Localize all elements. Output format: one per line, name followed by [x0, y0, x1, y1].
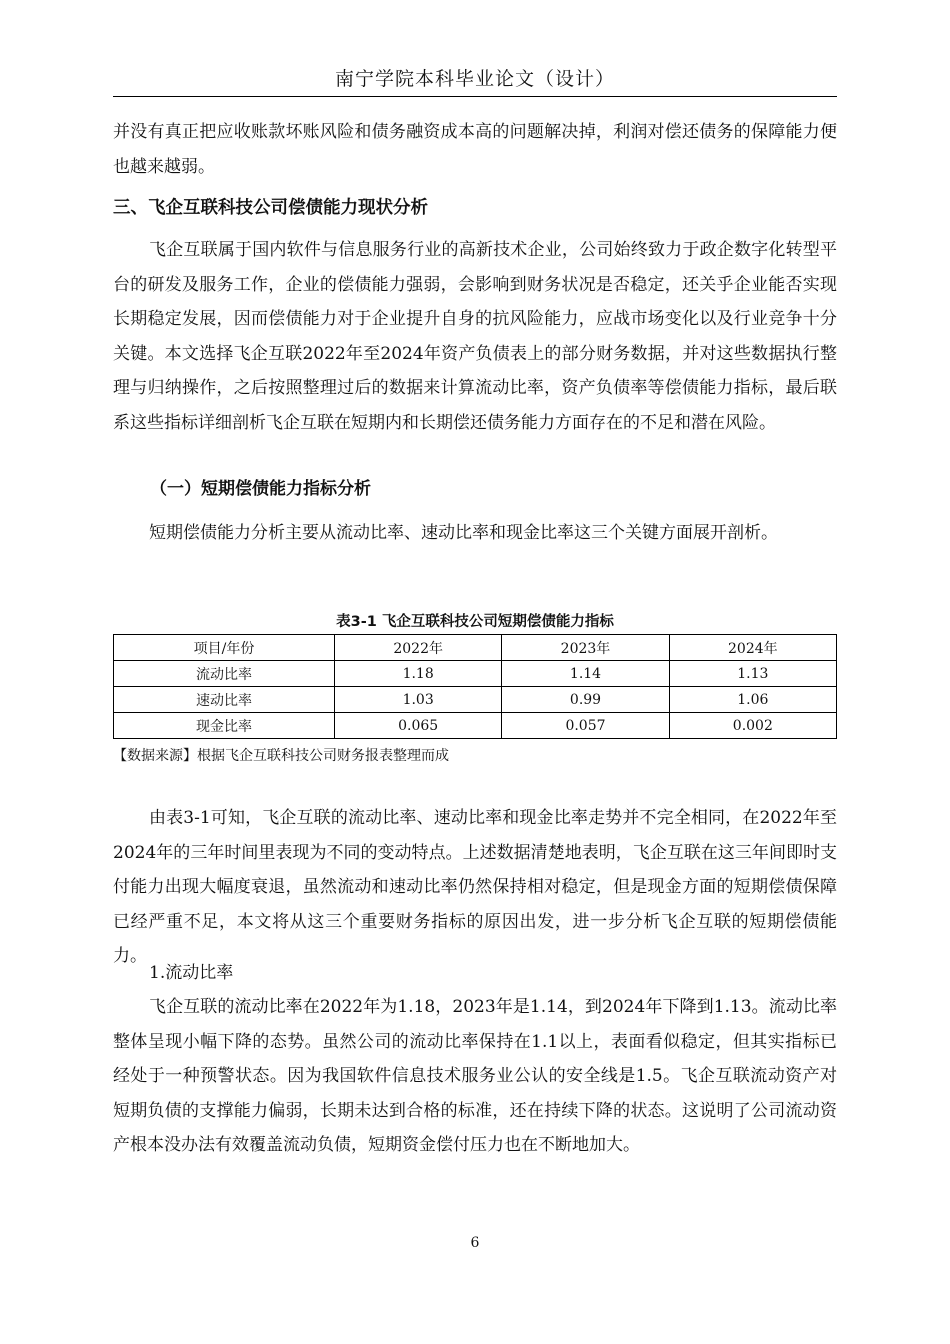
- table-caption: 表3-1 飞企互联科技公司短期偿债能力指标: [336, 614, 614, 630]
- paragraph-current-ratio: 飞企互联的流动比率在2022年为1.18，2023年是1.14，到2024年下降到1.13。流动比率整体呈现小幅下降的态势。虽然公司的流动比率保持在1.1以上，表面看似稳定，但其实指标已经处于一种预警状态。因为我国软件信息技术服务业公认的安全线是1.5。飞企互联流动资产对短期负债的支撑能力偏弱，长期未达到合格的标准，还在持续下降的状态。这说明了公司流动资产根本没办法有效覆盖流动负债，短期资金偿付压力也在不断地加大。: [113, 997, 837, 1155]
- table-cell: 0.99: [502, 687, 669, 713]
- table-cell: 0.002: [669, 713, 836, 739]
- table-row: [114, 687, 837, 713]
- page-number: 6: [470, 1235, 480, 1251]
- table-row: [114, 661, 837, 687]
- table-cell: 1.14: [502, 661, 669, 687]
- table-header-row: [114, 635, 837, 661]
- table-cell: 0.065: [335, 713, 502, 739]
- table-cell: 1.13: [669, 661, 836, 687]
- table-cell: 1.03: [335, 687, 502, 713]
- short-term-solvency-table: [113, 634, 837, 739]
- column-header: 2024年: [669, 635, 836, 661]
- item-heading-current-ratio: 1.流动比率: [149, 963, 234, 983]
- table-row: [114, 713, 837, 739]
- table-cell: 1.06: [669, 687, 836, 713]
- row-label: 现金比率: [114, 713, 335, 739]
- column-header: 2022年: [335, 635, 502, 661]
- paragraph-intro: 飞企互联属于国内软件与信息服务行业的高新技术企业，公司始终致力于政企数字化转型平台的研发及服务工作，企业的偿债能力强弱，会影响到财务状况是否稳定，还关乎企业能否实现长期稳定发展，因而偿债能力对于企业提升自身的抗风险能力，应战市场变化以及行业竞争十分关键。本文选择飞企互联2022年至2024年资产负债表上的部分财务数据，并对这些数据执行整理与归纳操作，之后按照整理过后的数据来计算流动比率，资产负债率等偿债能力指标，最后联系这些指标详细剖析飞企互联在短期内和长期偿还债务能力方面存在的不足和潜在风险。: [113, 240, 837, 433]
- page-header-title: 南宁学院本科毕业论文（设计）: [334, 68, 615, 90]
- row-label: 速动比率: [114, 687, 335, 713]
- column-header: 2023年: [502, 635, 669, 661]
- paragraph-short-term-intro: 短期偿债能力分析主要从流动比率、速动比率和现金比率这三个关键方面展开剖析。: [149, 523, 778, 543]
- table-source-note: 【数据来源】根据飞企互联科技公司财务报表整理而成: [113, 748, 449, 764]
- paragraph-continuation: 并没有真正把应收账款坏账风险和债务融资成本高的问题解决掉，利润对偿还债务的保障能力便也越来越弱。: [113, 122, 837, 177]
- table-cell: 1.18: [335, 661, 502, 687]
- section-heading: 三、飞企互联科技公司偿债能力现状分析: [113, 198, 428, 218]
- row-label: 流动比率: [114, 661, 335, 687]
- column-header: 项目/年份: [114, 635, 335, 661]
- header-divider: [113, 96, 837, 97]
- subsection-heading: （一）短期偿债能力指标分析: [150, 479, 371, 499]
- paragraph-table-analysis: 由表3-1可知，飞企互联的流动比率、速动比率和现金比率走势并不完全相同，在2022年至2024年的三年时间里表现为不同的变动特点。上述数据清楚地表明，飞企互联在这三年间即时支付能力出现大幅度衰退，虽然流动和速动比率仍然保持相对稳定，但是现金方面的短期偿债保障已经严重不足，本文将从这三个重要财务指标的原因出发，进一步分析飞企互联的短期偿债能力。: [113, 808, 837, 966]
- table-cell: 0.057: [502, 713, 669, 739]
